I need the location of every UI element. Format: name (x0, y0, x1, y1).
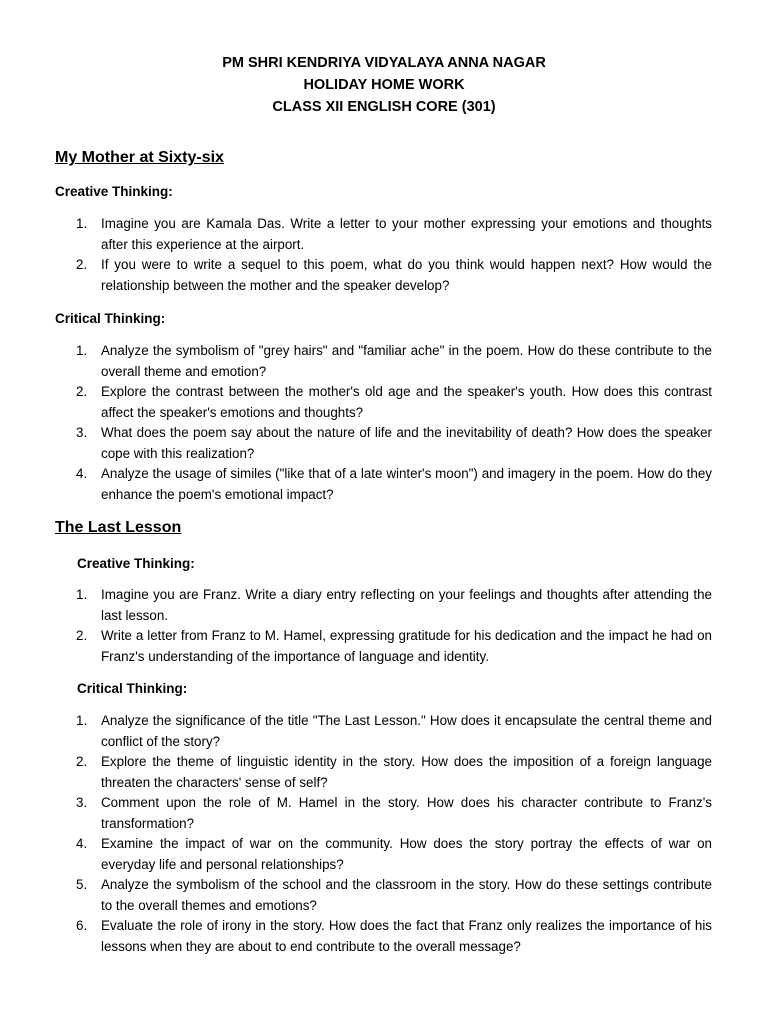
list-item: 2. If you were to write a sequel to this poem, what do you think would happen next? How would the relationship between the mother and the speaker develop? (76, 257, 712, 293)
list-item: 1. Analyze the significance of the title "The Last Lesson." How does it encapsulate the central theme and conflict of the story? (76, 713, 712, 749)
critical-questions-list (0, 711, 712, 957)
list-item: 5. Analyze the symbolism of the school and the classroom in the story. How do these settings contribute to the overall themes and emotions? (76, 877, 712, 913)
document-header (0, 52, 768, 118)
creative-questions-list (0, 585, 712, 667)
assignment-title: HOLIDAY HOME WORK (303, 77, 465, 93)
list-item: 1. Imagine you are Kamala Das. Write a letter to your mother expressing your emotions and thoughts after this experience at the airport. (76, 216, 712, 252)
creative-thinking-heading: Creative Thinking: (55, 184, 173, 199)
critical-thinking-heading: Critical Thinking: (55, 311, 166, 326)
list-item: 2. Write a letter from Franz to M. Hamel, expressing gratitude for his dedication and the impact he had on Franz's understanding of the importance of language and identity. (76, 628, 712, 664)
list-item: 1. Imagine you are Franz. Write a diary entry reflecting on your feelings and thoughts after attending the last lesson. (76, 587, 712, 623)
list-item: 2. Explore the contrast between the mother's old age and the speaker's youth. How does this contrast affect the speaker's emotions and thoughts? (76, 384, 712, 420)
critical-thinking-heading: Critical Thinking: (77, 681, 188, 696)
school-name: PM SHRI KENDRIYA VIDYALAYA ANNA NAGAR (222, 55, 546, 71)
list-item: 4. Examine the impact of war on the community. How does the story portray the effects of war on everyday life and personal relationships? (76, 836, 712, 872)
list-item: 4. Analyze the usage of similes ("like that of a late winter's moon") and imagery in the poem. How do they enhance the poem's emotional impact? (76, 466, 712, 502)
critical-questions-list (0, 341, 712, 505)
list-item: 3. What does the poem say about the nature of life and the inevitability of death? How does the speaker cope with this realization? (76, 425, 712, 461)
list-item: 1. Analyze the symbolism of "grey hairs" and "familiar ache" in the poem. How do these contribute to the overall theme and emotion? (76, 343, 712, 379)
list-item: 6. Evaluate the role of irony in the story. How does the fact that Franz only realizes the importance of his lessons when they are about to end contribute to the overall message? (76, 918, 712, 954)
creative-questions-list (0, 214, 712, 296)
class-subject: CLASS XII ENGLISH CORE (301) (272, 99, 496, 115)
list-item: 2. Explore the theme of linguistic identity in the story. How does the imposition of a foreign language threaten the characters' sense of self? (76, 754, 712, 790)
section-title-my-mother: My Mother at Sixty-six (55, 149, 224, 166)
list-item: 3. Comment upon the role of M. Hamel in the story. How does his character contribute to Franz's transformation? (76, 795, 712, 831)
creative-thinking-heading: Creative Thinking: (77, 556, 195, 571)
section-title-last-lesson: The Last Lesson (55, 519, 182, 536)
